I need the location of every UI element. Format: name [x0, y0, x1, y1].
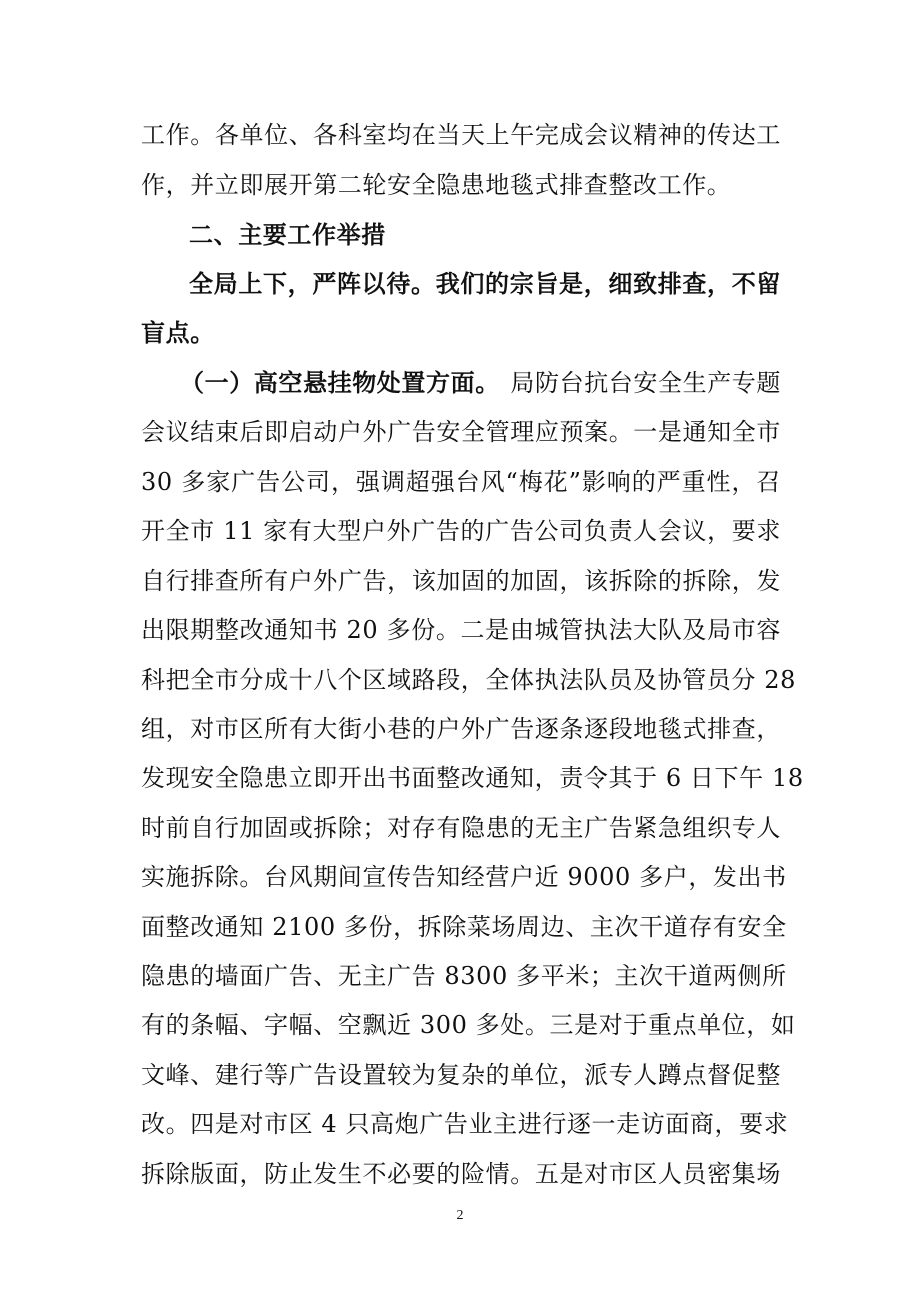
body-text-line: 会议结束后即启动户外广告安全管理应预案。一是通知全市: [141, 418, 781, 446]
subsection-heading: （一）高空悬挂物处置方面。: [180, 368, 500, 397]
subsection-text: 局防台抗台安全生产专题: [510, 369, 781, 397]
body-text-line: 30 多家广告公司，强调超强台风“梅花”影响的严重性，召: [141, 468, 781, 496]
body-text-line: 科把全市分成十八个区域路段，全体执法队员及协管员分 28: [141, 666, 796, 694]
body-text-line: 开全市 11 家有大型户外广告的广告公司负责人会议，要求: [141, 517, 781, 545]
body-text-line: 出限期整改通知书 20 多份。二是由城管执法大队及局市容: [141, 616, 781, 644]
body-text-line: 隐患的墙面广告、无主广告 8300 多平米；主次干道两侧所: [141, 962, 787, 990]
bold-paragraph-line: 全局上下，严阵以待。我们的宗旨是，细致排查，不留: [189, 269, 781, 298]
body-text-line: 文峰、建行等广告设置较为复杂的单位，派专人蹲点督促整: [141, 1061, 781, 1089]
section-heading: 二、主要工作举措: [189, 220, 386, 249]
body-text-line: 实施拆除。台风期间宣传告知经营户近 9000 多户，发出书: [141, 863, 787, 891]
body-text-line: 工作。各单位、各科室均在当天上午完成会议精神的传达工: [141, 121, 781, 149]
body-text-line: 面整改通知 2100 多份，拆除菜场周边、主次干道存有安全: [141, 913, 787, 941]
body-text-line: 组，对市区所有大街小巷的户外广告逐条逐段地毯式排查，: [141, 715, 781, 743]
body-text-line: 作，并立即展开第二轮安全隐患地毯式排查整改工作。: [141, 171, 732, 199]
body-text-line: 拆除版面，防止发生不必要的险情。五是对市区人员密集场: [141, 1160, 781, 1188]
body-text-line: 发现安全隐患立即开出书面整改通知，责令其于 6 日下午 18: [141, 764, 804, 792]
body-text-line: 时前自行加固或拆除；对存有隐患的无主广告紧急组织专人: [141, 814, 781, 842]
subsection-line: [180, 368, 781, 398]
page-number: 2: [456, 1208, 464, 1223]
body-text-line: 自行排查所有户外广告，该加固的加固，该拆除的拆除，发: [141, 567, 781, 595]
body-text-line: 有的条幅、字幅、空飘近 300 多处。三是对于重点单位，如: [141, 1011, 796, 1039]
body-text-line: 改。四是对市区 4 只高炮广告业主进行逐一走访面商，要求: [141, 1110, 789, 1138]
bold-paragraph-line: 盲点。: [141, 318, 215, 347]
